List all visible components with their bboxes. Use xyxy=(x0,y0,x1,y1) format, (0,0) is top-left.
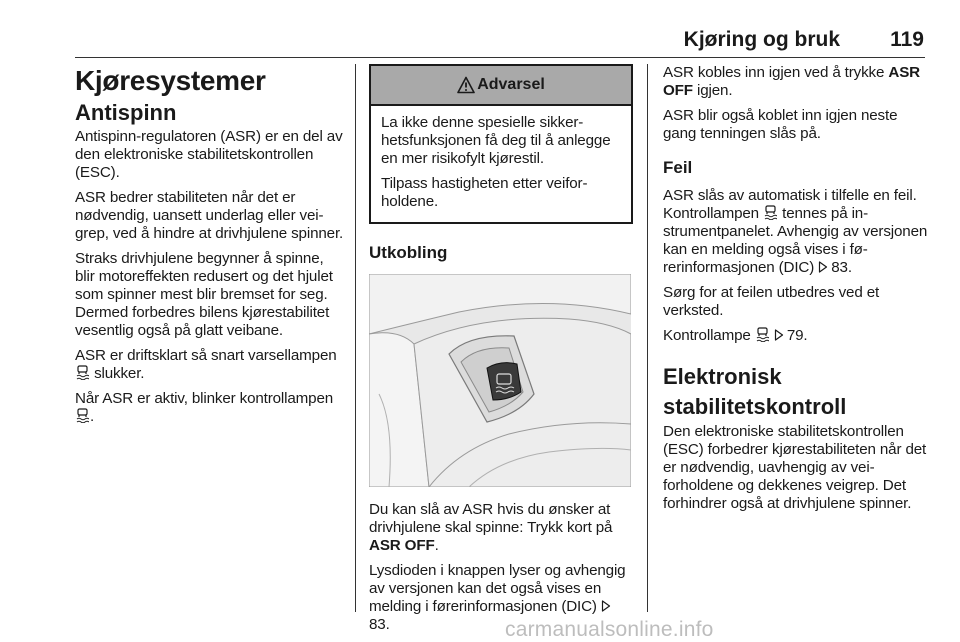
column-3 xyxy=(663,64,928,520)
warning-triangle-icon xyxy=(457,76,475,94)
paragraph: Antispinn-regulatoren (ASR) er en del av den elektroniske stabilitetskontrollen (ESC). xyxy=(75,128,343,181)
column-divider-2 xyxy=(647,64,648,612)
chapter-title: Kjøring og bruk xyxy=(683,28,840,51)
paragraph: ASR blir også koblet inn igjen neste gang tenningen slås på. xyxy=(663,107,898,142)
text-run: ASR kobles inn igjen ved å trykke xyxy=(663,64,885,81)
text-run: Lysdioden i knappen lyser og avhengig av versjonen kan det også vises en melding i førerinformasjonen (DIC) xyxy=(369,562,626,615)
page-number: 119 xyxy=(890,28,924,51)
traction-control-icon xyxy=(764,205,777,220)
warning-body xyxy=(371,106,631,222)
header-rule xyxy=(75,57,925,58)
column-1 xyxy=(75,64,347,433)
subheading-utkobling: Utkobling xyxy=(369,243,448,262)
text-run: . xyxy=(90,408,95,425)
traction-control-icon xyxy=(76,408,89,423)
traction-control-icon xyxy=(756,327,769,342)
paragraph: Sørg for at feilen utbedres ved et verksted. xyxy=(663,284,880,319)
subsection-title: Antispinn xyxy=(75,100,177,125)
esc-heading xyxy=(663,363,928,421)
asr-off-button-illustration xyxy=(369,274,631,487)
esc-heading-line-2: stabilitetskontroll xyxy=(663,394,847,419)
illustration-drawing xyxy=(369,274,631,487)
text-run: Når ASR er aktiv, blinker kontrollampen xyxy=(75,390,334,407)
text-run: Kontrollampe xyxy=(663,327,751,344)
column-2 xyxy=(369,64,633,641)
warning-header xyxy=(371,66,631,106)
text-run: ASR slås av automatisk i tilfelle en feil. Kontrollampen xyxy=(663,187,917,222)
paragraph: ASR bedrer stabiliteten når det er nødvendig, uansett underlag eller veigrep, ved å hindre at drivhjulene spinner. xyxy=(75,189,344,242)
text-run: Du kan slå av ASR hvis du ønsker at drivhjulene skal spinne: Trykk kort på xyxy=(369,501,613,536)
warning-label: Advarsel xyxy=(477,76,545,93)
warning-box xyxy=(369,64,633,224)
asr-off-label: ASR OFF xyxy=(663,64,920,99)
page-reference-arrow-icon xyxy=(818,261,828,273)
paragraph xyxy=(663,64,928,100)
page-header xyxy=(0,28,960,58)
page-reference-arrow-icon xyxy=(601,600,611,612)
paragraph: Den elektroniske stabilitetskontrollen (ESC) forbedrer kjørestabiliteten når det er nødvendig, uavhengig av veiforholdene og dekkenes veigrep. Det forhindrer også at drivhjulene spinner. xyxy=(663,423,927,512)
paragraph: La ikke denne spesielle sikkerhetsfunksjonen få deg til å anlegge en mer risikofylt kjørestil. xyxy=(381,114,611,167)
text-run: slukker. xyxy=(94,365,145,382)
page-reference: 83. xyxy=(831,259,852,276)
paragraph xyxy=(369,501,633,555)
section-title: Kjøresystemer xyxy=(75,65,266,96)
text-run: . xyxy=(434,537,439,554)
subheading-feil: Feil xyxy=(663,158,693,177)
asr-off-label: ASR OFF xyxy=(369,537,435,554)
text-run: ASR er driftsklart så snart varsellampen xyxy=(75,347,337,364)
page-reference-arrow-icon xyxy=(774,329,784,341)
column-divider-1 xyxy=(355,64,356,612)
paragraph xyxy=(75,347,347,383)
page-reference: 79. xyxy=(786,327,808,344)
paragraph xyxy=(663,187,928,277)
paragraph xyxy=(75,390,347,426)
paragraph xyxy=(663,327,928,345)
text-run: tennes på instrumentpanelet. Avhengig av versjonen kan en melding også vises i førerinformasjonen (DIC) xyxy=(663,205,928,276)
esc-heading-line-1: Elektronisk xyxy=(663,364,782,389)
watermark: carmanualsonline.info xyxy=(505,618,714,641)
paragraph: Tilpass hastigheten etter veiforholdene. xyxy=(381,175,588,210)
text-run: igjen. xyxy=(697,82,733,99)
page-reference: 83. xyxy=(369,616,390,633)
traction-control-icon xyxy=(76,365,89,380)
paragraph: Straks drivhjulene begynner å spinne, blir motoreffekten redusert og det hjulet som spinner mest blir bremset for seg. Dermed forbedres bilens kjørestabilitet vesentlig også på glatt veibane. xyxy=(75,250,333,339)
